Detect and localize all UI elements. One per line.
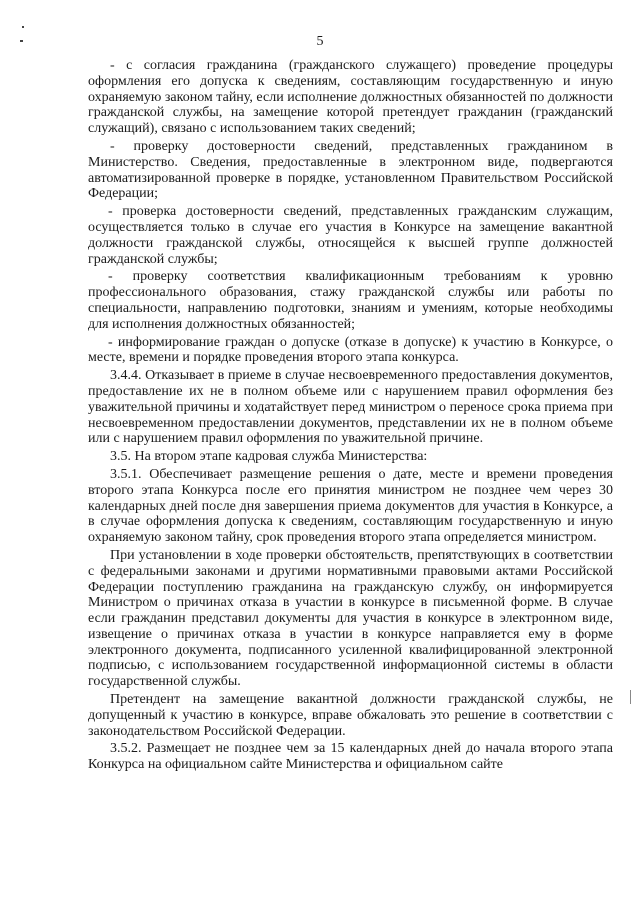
scan-speck [20,40,23,42]
document-body [88,58,613,775]
paragraph-3-5-2: 3.5.2. Размещает не позднее чем за 15 календарных дней до начала второго этапа Конкурса на официальном сайте Министерства и официальном сайте [88,741,613,773]
scan-speck [630,690,631,704]
page-number: 5 [316,34,324,49]
paragraph-verify-info: - проверку достоверности сведений, представленных гражданином в Министерство. Сведения, предоставленные в электронном виде, подвергаются автоматизированной проверке в порядке, установленном Правительством Российской Федерации; [88,138,613,202]
paragraph-appeal: Претендент на замещение вакантной должности гражданской службы, не допущенный к участию в конкурсе, вправе обжаловать это решение в соответствии с законодательством Российской Федерации. [88,692,613,739]
paragraph-consent-clearance: - с согласия гражданина (гражданского служащего) проведение процедуры оформления его допуска к сведениям, составляющим государственную и иную охраняемую законом тайну, если исполнение должностных обязанностей по должности гражданской службы, на замещение которой претендует гражданин (гражданский служащий), связано с использованием таких сведений; [88,58,613,137]
paragraph-admission-notice: - информирование граждан о допуске (отказе в допуске) к участию в Конкурсе, о месте, времени и порядке проведения второго этапа конкурса. [88,334,613,366]
scan-speck [22,26,24,28]
paragraph-refusal-notice: При установлении в ходе проверки обстоятельств, препятствующих в соответствии с федеральными законами и другими нормативными правовыми актами Российской Федерации поступлению гражданина на гражданскую службу, он информируется Министром о причинах отказа в участии в конкурсе в письменной форме. В случае если гражданин представил документы для участия в конкурсе в электронном виде, извещение о причинах отказа в участии в конкурсе направляется ему в форме электронного документа, подписанного усиленной квалифицированной электронной подписью, с использованием государственной информационной системы в области государственной службы. [88,547,613,690]
paragraph-3-5: 3.5. На втором этапе кадровая служба Министерства: [110,449,428,465]
paragraph-qualification-check: - проверку соответствия квалификационным требованиям к уровню профессионального образования, стажу гражданской службы или работы по специальности, направлению подготовки, знаниям и умениям, которые необходимы для исполнения должностных обязанностей; [88,269,613,332]
paragraph-3-4-4: 3.4.4. Отказывает в приеме в случае несвоевременного предоставления документов, предоставление их не в полном объеме или с нарушением правил оформления без уважительной причины и ходатайствует перед министром о переносе срока приема при несвоевременном предоставлении документов, представлении их не в полном объеме или с нарушением правил оформления по уважительной причине. [88,368,613,447]
paragraph-verify-civil-servant: - проверка достоверности сведений, представленных гражданским служащим, осуществляется только в случае его участия в Конкурсе на замещение вакантной должности гражданской службы, относящейся к высшей группе должностей гражданской службы; [88,204,613,267]
paragraph-3-5-1: 3.5.1. Обеспечивает размещение решения о дате, месте и времени проведения второго этапа Конкурса после его принятия министром не позднее чем через 30 календарных дней после дня завершения приема документов для участия в Конкурсе, а в случае оформления допуска к сведениям, составляющим государственную и иную охраняемую законом тайну, срок проведения второго этапа определяется министром. [88,466,613,546]
